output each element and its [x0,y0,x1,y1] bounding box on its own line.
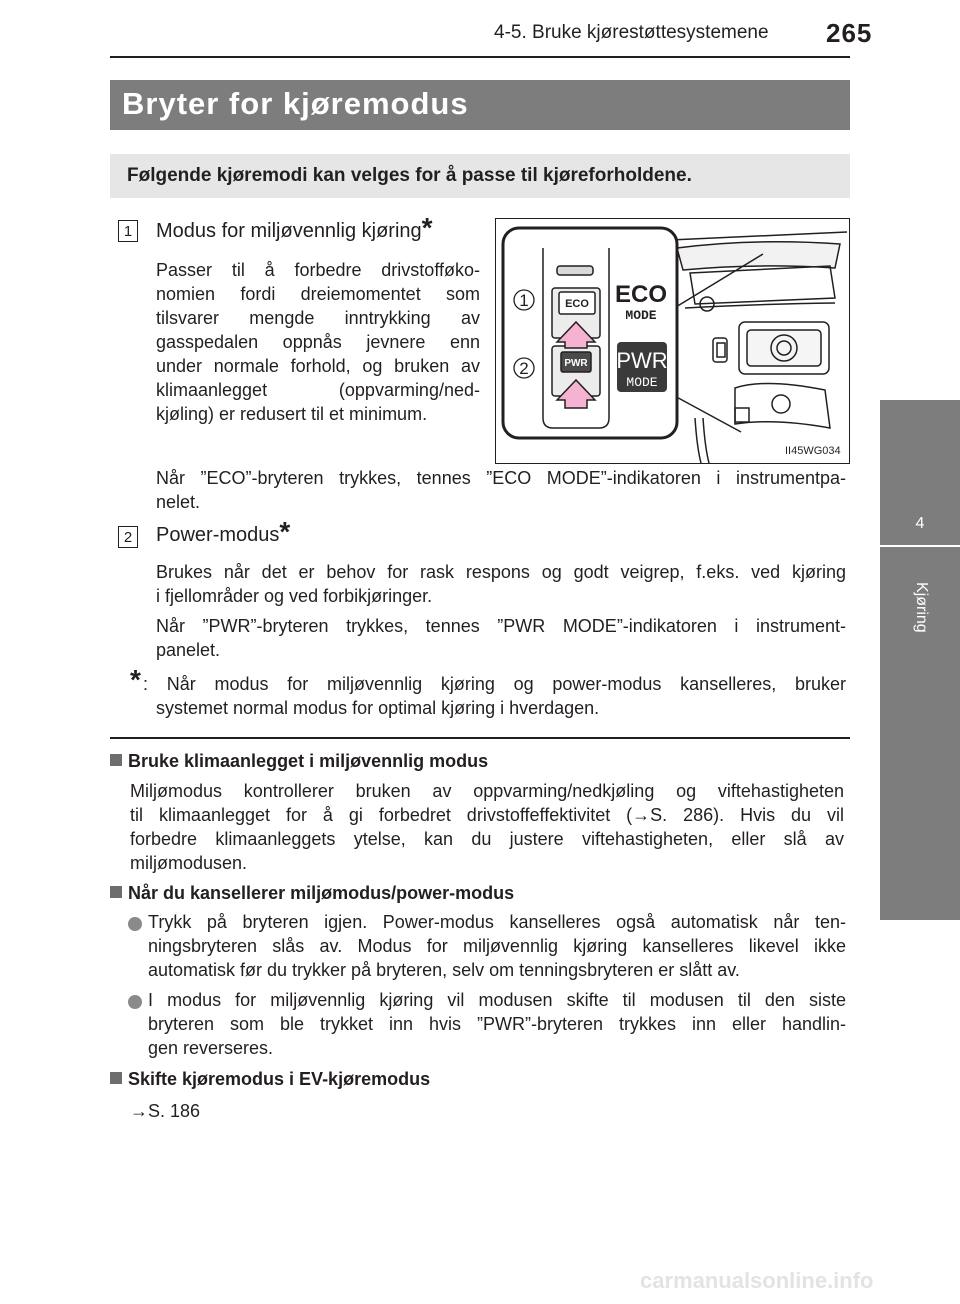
footnote-star: * [130,664,141,695]
square-bullet-icon [110,1072,122,1084]
item-number-2: 2 [118,526,138,548]
climate-text: Miljømodus kontrollerer bruken av oppvarming/nedkjøling og viftehastigheten til klimaanlegget for å gi forbedret drivstoffeffektivitet (→S. 286). Hvis du vil forbedre klimaanleggets ytelse, kan du justere viftehastigheten, eller slå av miljømodusen. [130,781,844,873]
pwr-mode-indicator-bottom: MODE [626,375,658,390]
item-note-eco: Når ”ECO”-bryteren trykkes, tennes ”ECO MODE”-indikatoren i instrumentpa- nelet. [156,468,846,512]
ev-page-reference: →S. 186 [130,1101,201,1121]
eco-mode-indicator-top: ECO [614,281,668,308]
item-desc-power: Brukes når det er behov for rask respons og godt veigrep, f.eks. ved kjøring i fjellområder og ved forbikjøringer. [156,562,846,606]
drive-mode-switch-figure [495,218,850,464]
item-note-power: Når ”PWR”-bryteren trykkes, tennes ”PWR MODE”-indikatoren i instrument- panelet. [156,616,846,660]
footnote-text: : Når modus for miljøvennlig kjøring og power-modus kanselleres, bruker systemet normal modus for optimal kjøring i hverdagen. [143,674,846,718]
square-bullet-icon [110,754,122,766]
subheading-climate: Bruke klimaanlegget i miljøvennlig modus [110,751,488,772]
subheading-ev: Skifte kjøremodus i EV-kjøremodus [110,1069,430,1090]
page-number: 265 [826,18,873,48]
chapter-tab-divider [880,545,960,547]
header-rule [110,56,850,58]
footer-watermark: carmanualsonline.info [640,1268,874,1293]
svg-text:2: 2 [519,359,529,378]
circle-bullet-icon [128,917,142,931]
svg-text:1: 1 [519,291,529,310]
subheading-cancel: Når du kansellerer miljømodus/power-modus [110,883,514,904]
eco-button-label: ECO [565,298,589,310]
item-number-1: 1 [118,220,138,242]
square-bullet-icon [110,886,122,898]
cancel-bullet-2: I modus for miljøvennlig kjøring vil modusen skifte til modusen til den siste bryteren som ble trykket inn hvis ”PWR”-bryteren trykkes inn eller handlin- gen reverseres. [148,990,846,1058]
item-desc-eco: Passer til å forbedre drivstofføko- nomien fordi dreiemomentet som tilsvarer mengde inntrykking av gasspedalen oppnås jevnere enn under normale forhold, og bruken av klimaanlegget (oppvarming/ned- kjøling) er redusert til et minimum. [156,260,480,424]
item-title-eco: Modus for miljøvennlig kjøring* [156,212,433,243]
pwr-mode-indicator-top: PWR [616,348,668,373]
circle-bullet-icon [128,995,142,1009]
section-divider [110,737,850,739]
item-title-power: Power-modus* [156,516,291,547]
pwr-button-label: PWR [564,358,588,369]
eco-mode-indicator-bottom: MODE [625,308,657,323]
chapter-number: 4 [915,515,925,532]
intro-bar [110,154,850,198]
cancel-bullet-1: Trykk på bryteren igjen. Power-modus kanselleres også automatisk når ten- ningsbryteren slås av. Modus for miljøvennlig kjøring kanselleres likevel ikke automatisk før du trykker på bryteren, selv om tenningsbryteren er slått av. [148,912,846,980]
intro-text: Følgende kjøremodi kan velges for å passe til kjøreforholdene. [127,165,692,186]
figure-code: II45WG034 [785,445,841,457]
page-title: Bryter for kjøremodus [122,86,469,121]
page-title-bar [110,80,850,130]
section-header: 4-5. Bruke kjørestøttesystemene [494,22,769,43]
chapter-label: Kjøring [913,582,930,633]
